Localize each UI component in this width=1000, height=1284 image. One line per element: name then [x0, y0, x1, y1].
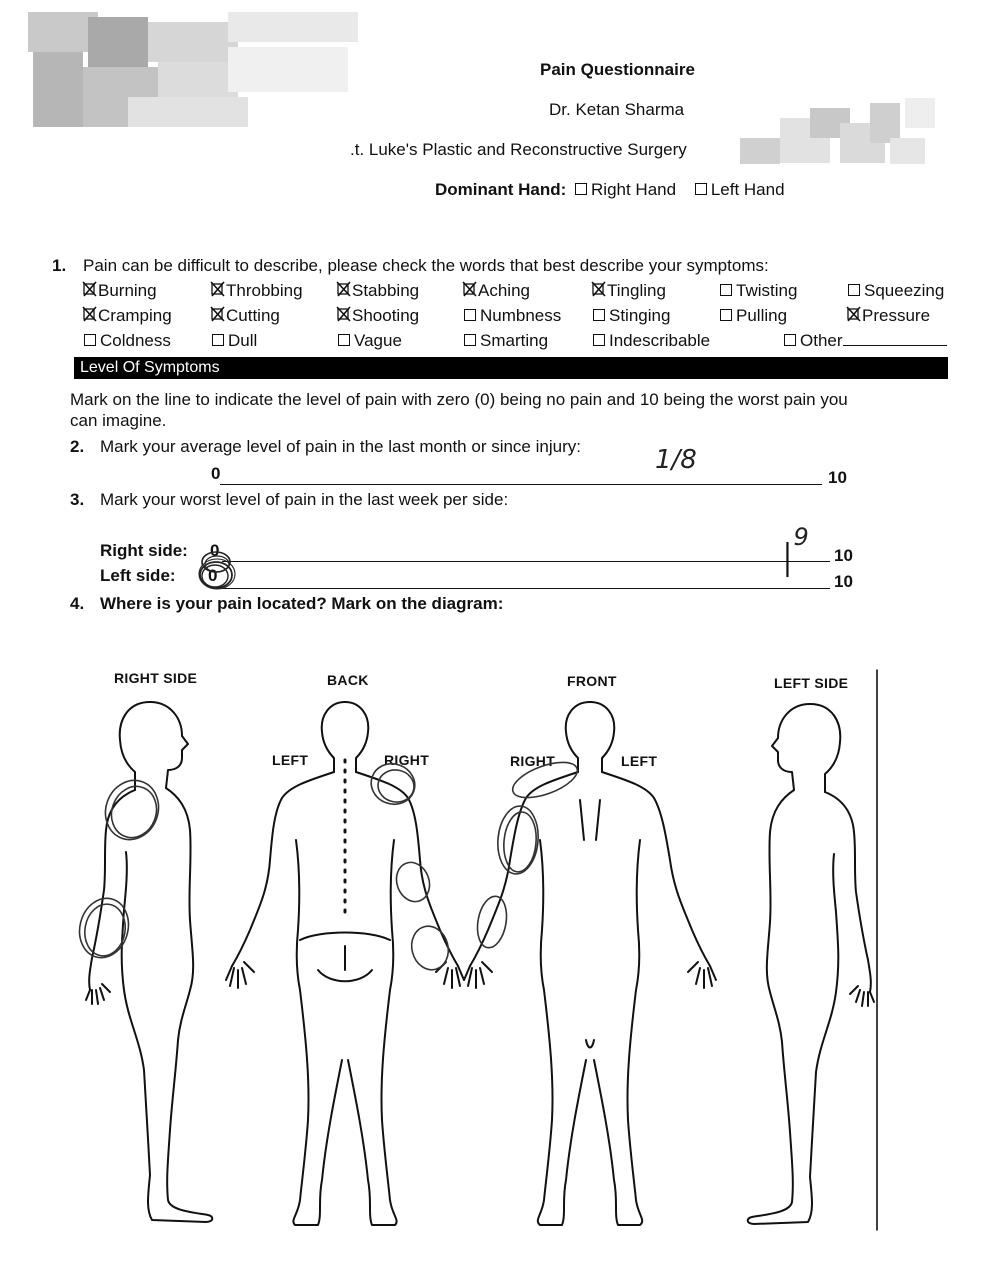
checked-box-icon	[84, 308, 96, 322]
symptom-label: Aching	[478, 281, 530, 300]
redacted-practice-block	[740, 98, 940, 168]
checked-box-icon	[848, 308, 860, 322]
empty-box-icon	[720, 284, 732, 296]
right-hand-checkbox[interactable]: Right Hand	[575, 180, 676, 199]
instruction-line-2: can imagine.	[70, 411, 167, 430]
diagram-label-back: BACK	[327, 672, 369, 688]
symptom-option-squeezing[interactable]	[848, 281, 944, 301]
symptom-option-pressure[interactable]	[848, 306, 930, 326]
symptom-label: Stinging	[609, 306, 671, 325]
q2-text: Mark your average level of pain in the last month or since injury:	[100, 437, 581, 456]
q3-left-label: Left side:	[100, 566, 176, 585]
q2-handwritten-text: 1/8	[655, 445, 697, 475]
dominant-hand-label: Dominant Hand:	[435, 180, 567, 199]
symptom-label: Indescribable	[609, 331, 711, 350]
empty-box-icon	[720, 309, 732, 321]
empty-box-icon	[84, 334, 96, 346]
symptom-label: Burning	[98, 281, 157, 300]
diagram-label-left-side: LEFT SIDE	[774, 675, 849, 691]
diagram-label-front: FRONT	[567, 673, 617, 689]
symptom-option-cramping[interactable]	[84, 306, 172, 326]
symptom-label: Pressure	[862, 306, 931, 325]
empty-box-icon	[593, 334, 605, 346]
symptom-option-stinging[interactable]	[593, 306, 670, 326]
symptom-label: Tingling	[607, 281, 666, 300]
symptom-option-vague[interactable]	[338, 331, 402, 351]
symptom-option-pulling[interactable]	[720, 306, 787, 326]
symptom-label: Throbbing	[226, 281, 303, 300]
symptom-option-cutting[interactable]	[212, 306, 280, 326]
doctor-name: Dr. Ketan Sharma	[549, 100, 685, 119]
checked-box-icon	[338, 308, 350, 322]
symptom-option-stabbing[interactable]	[338, 281, 419, 301]
symptom-option-dull[interactable]	[212, 331, 257, 351]
symptom-label: Smarting	[480, 331, 549, 350]
empty-box-icon	[212, 334, 224, 346]
symptom-label: Cutting	[226, 306, 280, 325]
symptom-label: Cramping	[98, 306, 172, 325]
q2-number: 2.	[70, 437, 85, 456]
symptom-label: Coldness	[100, 331, 171, 350]
symptom-label: Shooting	[352, 306, 420, 325]
symptom-label: Vague	[354, 331, 402, 350]
front-right-label: RIGHT	[510, 753, 556, 769]
diagram-label-right-side: RIGHT SIDE	[114, 670, 198, 686]
redacted-header-block	[28, 12, 363, 130]
q3-handwritten-marks	[190, 515, 830, 600]
checked-box-icon	[212, 308, 224, 322]
checked-box-icon	[84, 283, 96, 297]
q4-text: Where is your pain located? Mark on the diagram:	[100, 594, 504, 613]
left-hand-checkbox[interactable]: Left Hand	[695, 180, 785, 199]
q3-left-max: 10	[834, 572, 853, 591]
body-diagram[interactable]	[0, 640, 1000, 1240]
q2-min-label: 0	[211, 464, 221, 483]
symptom-label: Twisting	[736, 281, 798, 300]
symptom-option-smarting[interactable]	[464, 331, 548, 351]
q3-right-handwritten: 9	[793, 523, 809, 551]
checked-box-icon	[212, 283, 224, 297]
checked-box-icon	[338, 283, 350, 297]
q4-number: 4.	[70, 594, 85, 613]
empty-box-icon	[593, 309, 605, 321]
q2-max-label: 10	[828, 468, 847, 487]
checked-box-icon	[464, 283, 476, 297]
instruction-line-1: Mark on the line to indicate the level of pain with zero (0) being no pain and 10 being the worst pain you	[70, 390, 848, 409]
q3-right-label: Right side:	[100, 541, 188, 560]
q3-right-min: 0	[210, 541, 220, 560]
symptom-label: Dull	[228, 331, 258, 350]
symptom-option-shooting[interactable]	[338, 306, 419, 326]
q2-handwritten-mark	[600, 440, 710, 505]
symptom-option-coldness[interactable]	[84, 331, 171, 351]
empty-box-icon	[464, 309, 476, 321]
front-left-label: LEFT	[621, 753, 658, 769]
symptom-label: Pulling	[736, 306, 788, 325]
empty-box-icon	[464, 334, 476, 346]
q3-right-max: 10	[834, 546, 853, 565]
symptom-option-indescribable[interactable]	[593, 331, 710, 351]
q3-text: Mark your worst level of pain in the last week per side:	[100, 490, 509, 509]
back-left-label: LEFT	[272, 752, 309, 768]
figure-right-side	[86, 702, 212, 1222]
symptom-option-tingling[interactable]	[593, 281, 666, 301]
section-title: Level Of Symptoms	[80, 359, 220, 376]
dominant-hand-row	[435, 180, 785, 200]
symptom-label: Numbness	[480, 306, 562, 325]
section-header-bar	[74, 357, 948, 379]
symptom-option-numbness[interactable]	[464, 306, 561, 326]
q2-scale-line[interactable]	[220, 484, 822, 485]
symptom-label: Squeezing	[864, 281, 945, 300]
figure-front	[464, 702, 716, 1225]
empty-box-icon	[848, 284, 860, 296]
figure-left-side	[748, 704, 874, 1224]
checked-box-icon	[593, 283, 605, 297]
q1-text: Pain can be difficult to describe, please check the words that best describe your symptoms:	[83, 256, 769, 275]
symptom-option-other[interactable]	[784, 331, 947, 351]
symptom-option-aching[interactable]	[464, 281, 530, 301]
symptom-option-throbbing[interactable]	[212, 281, 303, 301]
back-right-label: RIGHT	[384, 752, 430, 768]
q1-number: 1.	[52, 256, 67, 275]
practice-name: .t. Luke's Plastic and Reconstructive Surgery	[350, 140, 687, 159]
other-blank-line[interactable]	[843, 331, 947, 346]
q3-number: 3.	[70, 490, 85, 509]
symptom-option-twisting[interactable]	[720, 281, 797, 301]
symptom-label: Other	[800, 331, 843, 350]
q3-left-min: 0	[208, 566, 218, 585]
empty-box-icon	[338, 334, 350, 346]
empty-box-icon	[784, 334, 796, 346]
symptom-label: Stabbing	[352, 281, 420, 300]
page-title: Pain Questionnaire	[540, 60, 695, 79]
symptom-option-burning[interactable]	[84, 281, 157, 301]
